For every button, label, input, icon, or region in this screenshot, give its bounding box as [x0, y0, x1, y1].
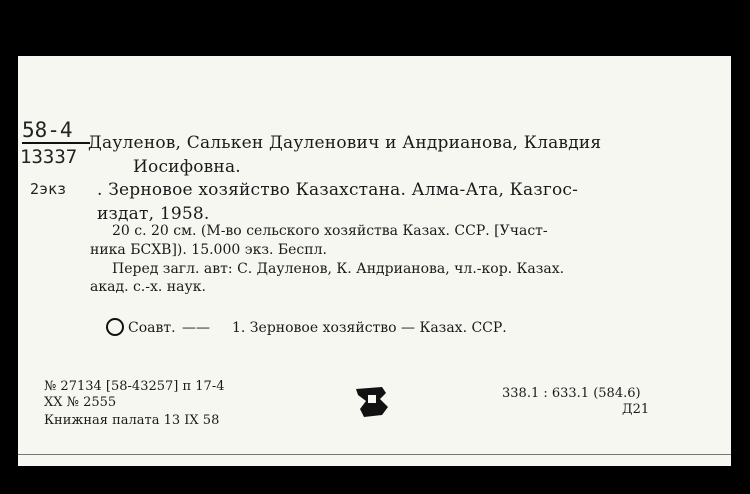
- classification-code: 338.1 : 633.1 (584.6): [502, 386, 641, 401]
- catalog-card: [18, 56, 731, 466]
- printer-mark-icon: [352, 381, 392, 421]
- call-number-line-2: 13337: [20, 146, 78, 168]
- entry-title-continued: издат, 1958.: [97, 204, 210, 224]
- footer-series-number: XX № 2555: [44, 395, 117, 410]
- footer-record-number: № 27134 [58-43257] п 17-4: [44, 379, 225, 394]
- tracings-subject: 1. Зерновое хозяйство — Казах. ССР.: [232, 320, 507, 336]
- physical-description-line-2: ника БСХВ]). 15.000 экз. Беспл.: [90, 242, 327, 258]
- physical-description-line-1: 20 с. 20 см. (М-во сельского хозяйства Казах. ССР. [Участ-: [112, 223, 548, 239]
- call-number-underline: [22, 142, 90, 144]
- call-number-line-1: 58-4: [22, 118, 73, 142]
- footer-publisher-stamp: Книжная палата 13 IX 58: [44, 413, 220, 428]
- tracings-prefix: Соавт.: [128, 320, 176, 336]
- note-line-1: Перед загл. авт: С. Дауленов, К. Андрианова, чл.-кор. Казах.: [112, 261, 565, 277]
- entry-title: . Зерновое хозяйство Казахстана. Алма-Ата, Казгос-: [97, 180, 579, 200]
- author-mark: Д21: [622, 402, 650, 417]
- entry-heading: Дауленов, Салькен Дауленович и Андрианова, Клавдия: [88, 133, 602, 153]
- card-bottom-rule: [18, 454, 731, 455]
- entry-heading-continued: Иосифовна.: [133, 157, 241, 177]
- roman-numeral-one-icon: [106, 318, 124, 336]
- tracings-dash: ——: [182, 320, 210, 336]
- note-line-2: акад. с.-х. наук.: [90, 279, 206, 295]
- call-number-line-3: 2экз: [30, 180, 67, 198]
